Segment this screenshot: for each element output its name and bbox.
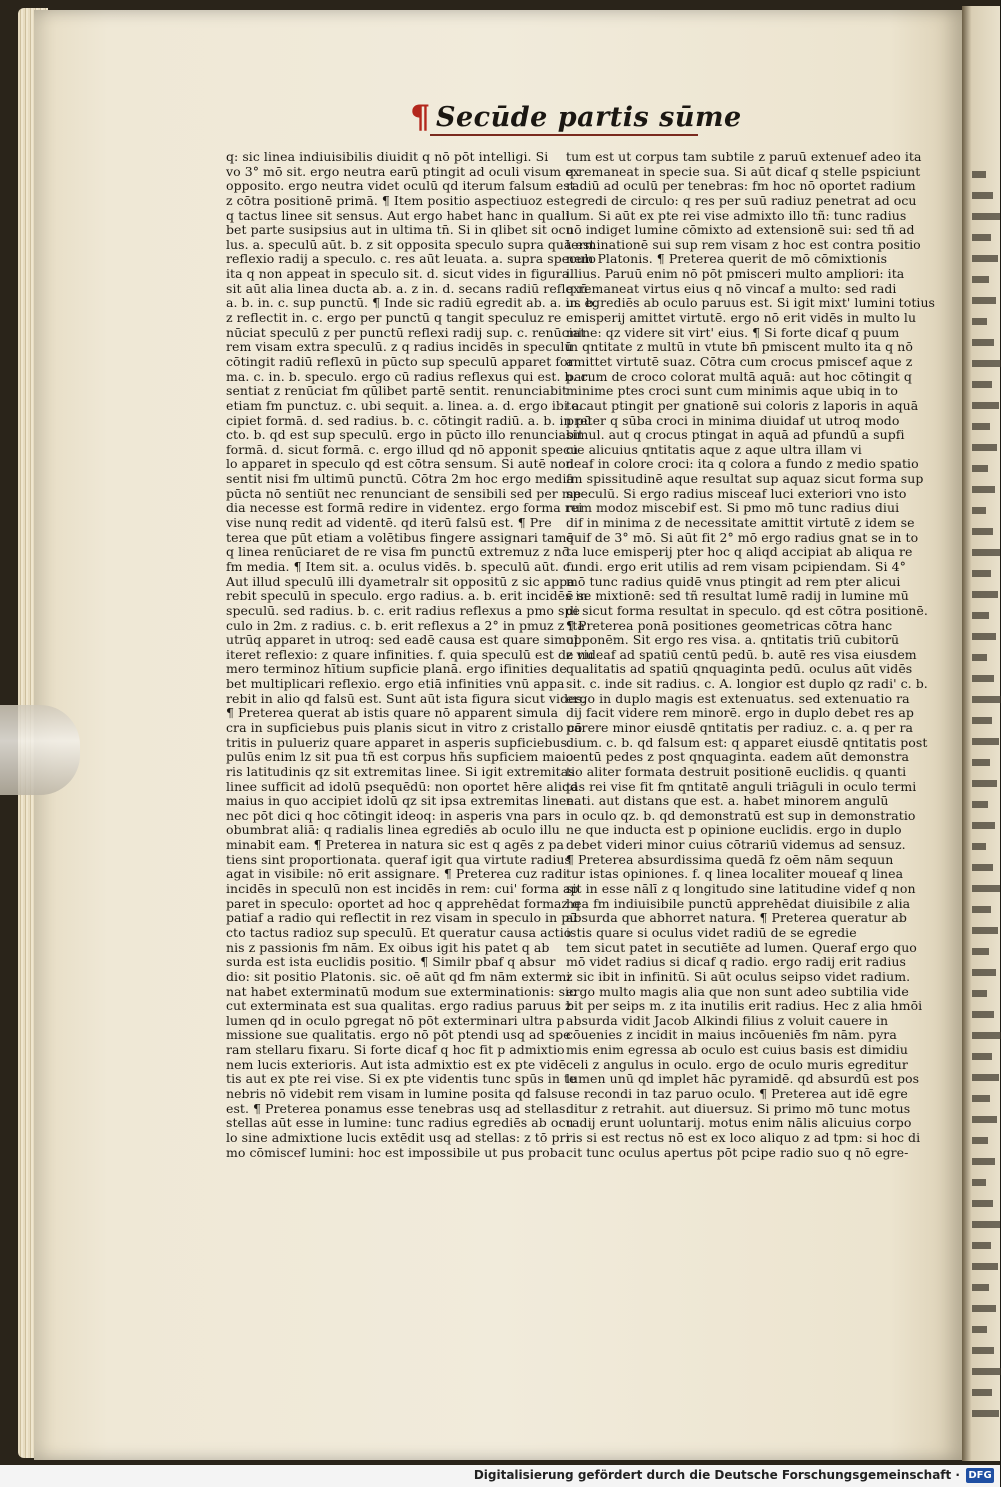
text-line: dif in minima z de necessitate amittit virtutē z idem se <box>566 515 915 531</box>
bookmark-ribbon <box>0 705 80 795</box>
facing-page-text-stub <box>972 276 989 283</box>
text-line: lo apparet in speculo qd est cōtra sensum. Si autē non <box>226 456 574 472</box>
right-text-column <box>566 149 936 1160</box>
facing-page-text-stub <box>972 1305 996 1312</box>
text-line: in qntitate z multū in vtute bn̄ pmiscent multo ita q nō <box>566 339 913 355</box>
text-line: nūciat speculū z per punctū reflexi radij sup. c. renūciat <box>226 324 586 340</box>
facing-page-text-stub <box>972 444 997 451</box>
text-line: maius in quo accipiet idolū qz sit ipsa extremitas linee. <box>226 793 578 809</box>
text-line: bet parte susipsius aut in ultima tn̄. Si in qlibet sit ocu <box>226 222 574 238</box>
text-line: nem Platonis. ¶ Preterea querit de mō cōmixtionis <box>566 251 888 267</box>
text-line: tio aliter formata destruit positionē euclidis. q quanti <box>566 763 907 779</box>
text-line: Aut illud speculū illi dyametralr sit oppositū z sic appa <box>226 573 575 589</box>
facing-page-text-stub <box>972 1053 992 1060</box>
facing-page-text-stub <box>972 675 994 682</box>
text-line: lumen unū qd implet hāc pyramidē. qd absurdū est pos <box>566 1071 920 1087</box>
text-line: cto tactus radioz sup speculū. Et queratur causa actio <box>226 924 572 940</box>
facing-page-text-stub <box>972 1074 999 1081</box>
facing-page-text-stub <box>972 192 993 199</box>
text-line: utrūq apparet in utroq: sed eadē causa est quare simul <box>226 632 579 648</box>
text-line: cut exterminata est sua qualitas. ergo radius paruus z <box>226 998 572 1014</box>
text-line: agat in visibile: nō erit assignare. ¶ Preterea cuz radi <box>226 866 567 882</box>
text-line: ita q non appeat in speculo sit. d. sicut vides in figura. <box>226 266 574 282</box>
text-line: radiū ad oculū per tenebras: fm hoc nō oportet radium <box>566 178 916 194</box>
text-line: mō tunc radius quidē vnus ptingit ad rem pter alicui <box>566 573 901 589</box>
text-line: nebris nō videbit rem visam in lumine posita qd falsu <box>226 1086 566 1101</box>
facing-page-text-stub <box>972 906 991 913</box>
text-line: z reflectit in. c. ergo per punctū q tangit speculuz re <box>226 310 562 326</box>
facing-page-text-stub <box>972 864 993 871</box>
text-line: ergo multo magis alia que non sunt adeo subtilia vide <box>566 983 909 999</box>
facing-page-text-stub <box>972 843 986 850</box>
text-line: ergo in duplo magis est extenuatus. sed extenuatio ra <box>566 690 910 706</box>
text-line: speculū. sed radius. b. c. erit radius reflexus a pmo spe <box>226 602 580 618</box>
text-line: illius. Paruū enim nō pōt pmisceri multo ampliori: ita <box>566 266 905 282</box>
text-line: sit aūt alia linea ducta ab. a. z in. d. secans radiū reflexū <box>226 280 589 296</box>
text-line: sentiat z renūciat fm qūlibet partē sentit. renunciabit <box>226 383 568 399</box>
facing-page-text-stub <box>972 969 996 976</box>
facing-page-text-stub <box>972 1221 1000 1228</box>
text-line: cto. b. qd est sup speculū. ergo in pūcto illo renunciabit <box>226 427 584 443</box>
text-line: dia necesse est formā redire in videntez. ergo forma rei <box>226 500 583 516</box>
text-line: centū pedes z post qnquaginta. eadem aūt demonstra <box>566 749 909 765</box>
text-line: opposito. ergo neutra videt oculū qd iterum falsum est <box>226 178 575 194</box>
text-line: tem sicut patet in secutiēte ad lumen. Queraf ergo quo <box>566 939 917 955</box>
text-line: ris si est rectus nō est ex loco aliquo z ad tpm: si hoc di <box>566 1129 921 1145</box>
text-line: reflexio radij a speculo. c. res aūt leuata. a. supra speculo <box>226 251 596 267</box>
facing-page-text-stub <box>972 759 990 766</box>
facing-page-text-stub <box>972 234 991 241</box>
text-line: tiens sint proportionata. queraf igit qua virtute radius <box>226 851 571 867</box>
text-line: z sic ibit in infinitū. Si aūt oculus seipso videt radium. <box>566 968 911 984</box>
text-line: qualitatis ad spatiū qnquaginta pedū. oculus aūt vidēs <box>566 661 913 677</box>
text-line: ta luce emisperij pter hoc q aliqd accipiat ab aliqua re <box>566 544 913 560</box>
facing-page-text-stub <box>972 801 988 808</box>
text-line: ris latitudinis qz sit extremitas linee. Si igit extremitas <box>226 763 575 779</box>
facing-page-text-stub <box>972 339 994 346</box>
text-line: vise nunq redit ad videntē. qd iterū falsū est. ¶ Pre <box>226 515 552 531</box>
facing-page-text-stub <box>972 1200 993 1207</box>
facing-page-edge <box>962 6 1000 1461</box>
text-line: q tactus linee sit sensus. Aut ergo habet hanc in quali <box>226 207 570 223</box>
rubric-mark: ¶ <box>410 98 431 136</box>
text-line: ¶ Preterea ponā positiones geometricas cōtra hanc <box>566 617 893 633</box>
text-line: pulūs enim lz sit pua tñ est corpus hñs supficiem maio <box>226 749 574 765</box>
text-line: deaf in colore croci: ita q colora a fundo z medio spatio <box>566 456 919 472</box>
text-line: mō videt radius si dicaf q radio. ergo radij erit radius <box>566 954 906 970</box>
text-line: rem visam extra speculū. z q radius incidēs in speculū <box>226 339 573 355</box>
text-line: debet videri minor cuius cōtrariū videmus ad sensuz. <box>566 837 906 853</box>
text-line: dij facit videre rem minorē. ergo in duplo debet res ap <box>566 705 914 721</box>
text-line: missione sue qualitatis. ergo nō pōt ptendi usq ad spe <box>226 1027 571 1043</box>
text-line: minime ptes croci sunt cum minimis aque ubiq in to <box>566 383 898 399</box>
facing-page-text-stub <box>972 1179 986 1186</box>
text-line: lus. a. speculū aūt. b. z sit opposita speculo supra quā est <box>226 236 595 252</box>
text-line: fm media. ¶ Item sit. a. oculus vidēs. b. speculū aūt. c. <box>226 558 574 574</box>
text-line: to. aut ptingit per gnationē sui coloris z laporis in aquā <box>566 397 919 413</box>
text-line: quif de 3° mō. Si aūt fit 2° mō ergo radius gnat se in to <box>566 529 919 545</box>
text-line: incidēs in speculū non est incidēs in rem: cui' forma ap <box>226 881 579 897</box>
footer-bar <box>0 1465 1000 1487</box>
text-line: pūcta nō sentiūt nec renunciant de sensibili sed per me <box>226 485 582 501</box>
text-line: emisperij amittet virtutē. ergo nō erit vidēs in multo lu <box>566 310 917 326</box>
text-line: in oculo qz. b. qd demonstratū est sup in demonstratio <box>566 807 916 823</box>
text-line: nati. aut distans que est. a. habet minorem angulū <box>566 793 889 809</box>
text-line: sentit nisi fm ultimū punctū. Cōtra 2m hoc ergo media <box>226 471 574 487</box>
facing-page-text-stub <box>972 507 986 514</box>
text-line: est. ¶ Preterea ponamus esse tenebras usq ad stellas. <box>226 1100 570 1116</box>
facing-page-text-stub <box>972 1158 995 1165</box>
text-line: ¶ Preterea querat ab istis quare nō apparent simula <box>226 705 559 721</box>
facing-page-text-stub <box>972 1032 1001 1039</box>
facing-page-text-stub <box>972 171 986 178</box>
text-line: minabit eam. ¶ Preterea in natura sic est q agēs z pa <box>226 837 565 853</box>
text-line: cra in supficiebus puis planis sicut in vitro z cristallo cō <box>226 719 583 735</box>
text-line: paret in speculo: oportet ad hoc q apprehēdat formaz q <box>226 895 581 911</box>
facing-page-text-stub <box>972 213 1000 220</box>
facing-page-text-stub <box>972 1095 990 1102</box>
text-line: radij erunt uoluntarij. motus enim nālis alicuius corpo <box>566 1115 912 1131</box>
facing-page-text-stub <box>972 927 998 934</box>
facing-page-text-stub <box>972 738 999 745</box>
facing-page-text-stub <box>972 465 988 472</box>
text-line: iteret reflexio: z quare infinities. f. quia speculū est de nu <box>226 646 594 662</box>
running-head <box>410 98 742 136</box>
facing-page-text-stub <box>972 549 1000 556</box>
heading-rule <box>430 134 698 136</box>
text-line: cit tunc oculus apertus pōt pcipe radio suo q nō egre- <box>566 1144 909 1160</box>
facing-page-text-stub <box>972 696 1001 703</box>
text-line: nō indiget lumine cōmixto ad extensionē sui: sed tñ ad <box>566 222 915 238</box>
text-line: z cōtra positionē primā. ¶ Item positio aspectiuoz est <box>226 192 566 208</box>
facing-page-text-stub <box>972 381 992 388</box>
facing-page-text-stub <box>972 591 998 598</box>
text-line: obumbrat aliā: q radialis linea egrediēs ab oculo illu <box>226 822 560 838</box>
text-line: lo sine admixtione lucis extēdit usq ad stellas: z tō pri <box>226 1129 570 1145</box>
text-line: istis quare si oculus videt radiū de se egredie <box>566 924 857 940</box>
facing-page-text-stub <box>972 255 998 262</box>
text-line: ma. c. in. b. speculo. ergo cū radius reflexus qui est. b. c. <box>226 368 592 384</box>
facing-page-text-stub <box>972 360 1001 367</box>
text-line: patiaf a radio qui reflectit in rez visam in speculo in pū <box>226 910 578 926</box>
facing-page-text-stub <box>972 528 993 535</box>
text-line: amittet virtutē suaz. Cōtra cum crocus pmiscef aque z <box>566 353 913 369</box>
text-line: absurda vidit Jacob Alkindi filius z voluit cauere in <box>566 1012 889 1028</box>
text-line: nec pōt dici q hoc cōtingit ideoq: in asperis vna pars <box>226 807 561 823</box>
facing-page-text-stub <box>972 1242 991 1249</box>
facing-page-text-stub <box>972 948 989 955</box>
text-line: speculū. Si ergo radius misceaf luci exteriori vno isto <box>566 485 907 501</box>
text-line: sit. c. inde sit radius. c. A. longior est duplo qz radi' c. b. <box>566 676 928 692</box>
text-line: lumen qd in oculo pgregat nō pōt exterminari ultra p <box>226 1012 565 1028</box>
facing-page-text-stub <box>972 1410 999 1417</box>
running-head-text: Secūde partis sūme <box>436 102 742 133</box>
text-line: cie alicuius qntitatis aque z aque ultra illam vi <box>566 441 862 457</box>
facing-page-text-stub <box>972 1326 987 1333</box>
text-line: nat habet exterminatū modum sue exterminationis: sic <box>226 983 577 999</box>
text-line: parere minor eiusdē qntitatis per radiuz. c. a. q per ra <box>566 719 913 735</box>
text-line: tis aut ex pte rei vise. Si ex pte videntis tunc spūs in te <box>226 1071 577 1087</box>
text-line: ne que inducta est p opinione euclidis. ergo in duplo <box>566 822 902 838</box>
text-line: a. b. in. c. sup punctū. ¶ Inde sic radiū egredit ab. a. in. b. <box>226 295 598 311</box>
footer-credit: Digitalisierung gefördert durch die Deutsche Forschungsgemeinschaft · <box>473 1468 960 1482</box>
text-line: absurda que abhorret natura. ¶ Preterea queratur ab <box>566 910 907 926</box>
facing-page-text-stub <box>972 1116 997 1123</box>
facing-page-text-stub <box>972 402 999 409</box>
text-line: q remaneat in specie sua. Si aūt dicaf q stelle pspiciunt <box>566 163 921 179</box>
text-line: stellas aūt esse in lumine: tunc radius egrediēs ab ocu <box>226 1115 574 1131</box>
text-line: di sicut forma resultat in speculo. qd est cōtra positionē. <box>566 602 928 618</box>
text-line: ē se mixtionē: sed tñ resultat lumē radij in lumine mū <box>566 588 909 604</box>
facing-page-text-stub <box>972 486 995 493</box>
text-line: etiam fm punctuz. c. ubi sequit. a. linea. a. d. ergo ibi ac <box>226 397 587 413</box>
text-line: tas rei vise fit fm qntitatē anguli triāguli in oculo termi <box>566 778 917 794</box>
text-line: q remaneat virtus eius q nō vincaf a multo: sed radi <box>566 280 897 296</box>
text-line: se recondi in taz paruo oculo. ¶ Preterea aut idē egre <box>566 1086 908 1101</box>
facing-page-text-stub <box>972 297 996 304</box>
text-line: q linea renūciaret de re visa fm punctū extremuz z nō <box>226 544 570 560</box>
text-line: ram stellaru fixaru. Si forte dicaf q hoc fit p admixtio <box>226 1042 565 1058</box>
facing-page-text-stub <box>972 1011 994 1018</box>
text-line: bet multiplicari reflexio. ergo etiā infinities vnū appa <box>226 676 565 692</box>
text-line: terminationē sui sup rem visam z hoc est contra positio <box>566 236 921 252</box>
text-line: rum modoz miscebif est. Si pmo mō tunc radius diui <box>566 500 900 516</box>
text-line: tum est ut corpus tam subtile z paruū extenuef adeo ita <box>566 149 922 164</box>
text-line: fundi. ergo erit utilis ad rem visam pcipiendam. Si 4° <box>566 558 906 574</box>
facing-page-text-stub <box>972 822 995 829</box>
text-line: lum. Si aūt ex pte rei vise admixto illo tñ: tunc radius <box>566 207 907 223</box>
text-line: celi z angulus in oculo. ergo de oculo muris egreditur <box>566 1056 908 1072</box>
text-line: formā. d. sicut formā. c. ergo illud qd nō apponit specu <box>226 441 579 457</box>
text-line: terea que pūt etiam a volētibus fingere assignari tamē <box>226 529 574 545</box>
text-line: tritis in pulueriz quare apparet in asperis supficiebus. <box>226 734 571 750</box>
text-line: dium. c. b. qd falsum est: q apparet eiusdē qntitatis post <box>566 734 928 750</box>
text-line: dio: sit positio Platonis. sic. oē aūt qd fm nām extermi <box>226 968 571 984</box>
facing-page-text-stub <box>972 1389 992 1396</box>
text-line: cōtingit radiū reflexū in pūcto sup speculū apparet for <box>226 353 574 369</box>
text-line: ditur z retrahit. aut diuersuz. Si primo mō tunc motus <box>566 1100 911 1116</box>
text-line: egredi de circulo: q res per suū radiuz penetrat ad ocu <box>566 192 917 208</box>
facing-page-text-stub <box>972 1347 994 1354</box>
text-line: mo cōmiscef lumini: hoc est impossibile ut pus proba <box>226 1144 566 1160</box>
text-line: mine: qz videre sit virt' eius. ¶ Si forte dicaf q puum <box>566 324 900 340</box>
text-line: preter q sūba croci in minima diuidaf ut utroq modo <box>566 412 900 428</box>
text-line: hea fm indiuisibile punctū apprehēdat diuisibile z alia <box>566 895 911 911</box>
facing-page-text-stub <box>972 990 987 997</box>
facing-page-text-stub <box>972 423 990 430</box>
facing-page-text-stub <box>972 1263 998 1270</box>
text-line: fm spissitudinē aque resultat sup aquaz sicut forma sup <box>566 471 924 487</box>
text-line: linee sufficit ad idolū psequēdū: non oportet hēre aliqd <box>226 778 579 794</box>
text-line: cōuenies z incidit in maius incōueniēs fm nām. pyra <box>566 1027 897 1043</box>
dfg-logo: DFG <box>966 1468 994 1483</box>
text-line: ¶ Preterea absurdissima quedā fz oēm nām sequun <box>566 851 894 867</box>
text-line: nis z passionis fm nām. Ex oibus igit his patet q ab <box>226 939 550 955</box>
text-line: nem lucis exterioris. Aut ista admixtio est ex pte vidē <box>226 1056 567 1072</box>
text-line: cipiet formā. d. sed radius. b. c. cōtingit radiū. a. b. in pū <box>226 412 592 428</box>
text-line: mis enim egressa ab oculo est cuius basis est dimidiu <box>566 1042 908 1058</box>
text-line: sit in esse nālī z q longitudo sine latitudine videf q non <box>566 881 916 897</box>
facing-page-text-stub <box>972 1137 988 1144</box>
text-line: mero terminoz hītium supficie planā. ergo ifinities de <box>226 661 567 677</box>
facing-page-text-stub <box>972 1368 1001 1375</box>
text-line: simul. aut q crocus ptingat in aquā ad pfundū a supfi <box>566 427 905 443</box>
facing-page-text-stub <box>972 1284 989 1291</box>
left-text-column <box>226 149 598 1160</box>
facing-page-text-stub <box>972 633 996 640</box>
facing-page-text-stub <box>972 654 987 661</box>
facing-page-text-stub <box>972 570 991 577</box>
facing-page-text-stub <box>972 612 989 619</box>
facing-page-text-stub <box>972 318 987 325</box>
text-line: vo 3° mō sit. ergo neutra earū ptingit ad oculi visum ex <box>226 163 580 179</box>
text-line: opponēm. Sit ergo res visa. a. qntitatis triū cubitorū <box>566 632 900 648</box>
text-line: z videaf ad spatiū centū pedū. b. autē res visa eiusdem <box>566 646 917 662</box>
text-line: surda est ista euclidis positio. ¶ Similr pbaf q absur <box>226 954 556 970</box>
text-line: bit per seips m. z ita inutilis erit radius. Hec z alia hmōi <box>566 998 923 1014</box>
text-line: culo in 2m. z radius. c. b. erit reflexus a 2° in pmuz z ita <box>226 617 585 633</box>
text-line: parum de croco colorat multā aquā: aut hoc cōtingit q <box>566 368 912 384</box>
facing-page-text-stub <box>972 717 992 724</box>
facing-page-text-stub <box>972 885 1000 892</box>
text-line: tur istas opiniones. f. q linea localiter moueaf q linea <box>566 866 904 882</box>
text-line: rebit speculū in speculo. ergo radius. a. b. erit incidēs in <box>226 588 588 604</box>
facing-page-text-stub <box>972 780 997 787</box>
text-line: us egrediēs ab oculo paruus est. Si igit mixt' lumini totius <box>566 295 936 311</box>
text-line: q: sic linea indiuisibilis diuidit q nō pōt intelligi. Si <box>226 149 549 164</box>
text-line: rebit in alio qd falsū est. Sunt aūt ista figura sicut vides. <box>226 690 587 706</box>
